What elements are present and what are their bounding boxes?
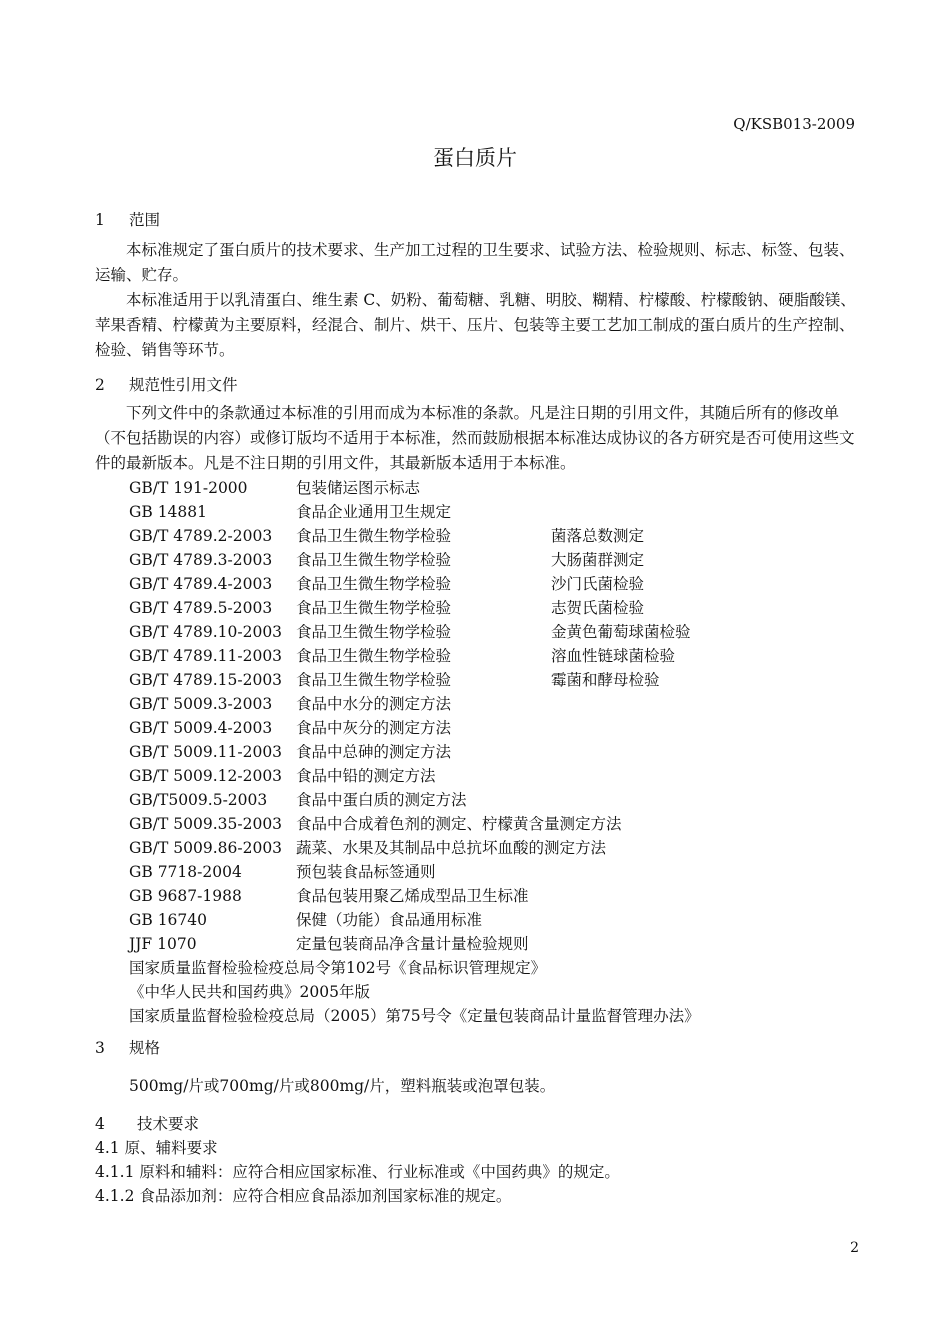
- reference-code: GB 14881: [129, 503, 208, 521]
- reference-code: GB/T 4789.10-2003: [129, 623, 283, 641]
- reference-code: GB/T 4789.3-2003: [129, 551, 273, 569]
- reference-row-long: [129, 1004, 860, 1028]
- reference-code: GB/T 4789.4-2003: [129, 575, 273, 593]
- section-2-heading: [95, 373, 860, 397]
- reference-subtitle: 大肠菌群测定: [551, 551, 645, 569]
- reference-row: [129, 884, 860, 908]
- reference-row-long: [129, 980, 860, 1004]
- reference-subtitle: 志贺氏菌检验: [551, 599, 645, 617]
- reference-code: GB/T 4789.2-2003: [129, 527, 273, 545]
- section-title: 规格: [129, 1039, 161, 1057]
- reference-code: GB/T 5009.12-2003: [129, 767, 283, 785]
- reference-row: [129, 932, 860, 956]
- reference-code: GB/T 4789.11-2003: [129, 647, 283, 665]
- scope-paragraph-2: 本标准适用于以乳清蛋白、维生素 C、奶粉、葡萄糖、乳糖、明胶、糊精、柠檬酸、柠檬酸钠、硬脂酸镁、苹果香精、柠檬黄为主要原料，经混合、制片、烘干、压片、包装等主要工艺加工制成的蛋白质片的生产控制、检验、销售等环节。: [95, 291, 856, 359]
- reference-row: [129, 860, 860, 884]
- reference-row: [129, 692, 860, 716]
- reference-row: [129, 572, 860, 596]
- reference-code: GB/T 5009.35-2003: [129, 815, 283, 833]
- section-number: 4: [95, 1115, 105, 1133]
- section-number: 1: [95, 211, 105, 229]
- section-3-heading: [95, 1036, 860, 1060]
- section-number: 2: [95, 376, 105, 394]
- reference-title: 食品卫生微生物学检验: [296, 671, 452, 689]
- reference-subtitle: 沙门氏菌检验: [551, 575, 645, 593]
- reference-title: 食品中蛋白质的测定方法: [296, 791, 467, 809]
- reference-title: 食品中合成着色剂的测定、柠檬黄含量测定方法: [296, 815, 622, 833]
- reference-row: [129, 596, 860, 620]
- reference-row: [129, 836, 860, 860]
- reference-code: GB/T5009.5-2003: [129, 791, 268, 809]
- reference-subtitle: 溶血性链球菌检验: [551, 647, 676, 665]
- section-title: 技术要求: [137, 1115, 200, 1133]
- reference-row: [129, 524, 860, 548]
- spec-text: 500mg/片或700mg/片或800mg/片，塑料瓶装或泡罩包装。: [129, 1077, 556, 1095]
- page-number: 2: [850, 1240, 859, 1256]
- section-number: 3: [95, 1039, 105, 1057]
- reference-subtitle: 霉菌和酵母检验: [551, 671, 660, 689]
- section-title: 范围: [129, 211, 161, 229]
- reference-list: [129, 476, 860, 1028]
- reference-text: 国家质量监督检验检疫总局（2005）第75号令《定量包装商品计量监督管理办法》: [129, 1007, 700, 1025]
- reference-code: GB 16740: [129, 911, 208, 929]
- reference-code: GB/T 5009.3-2003: [129, 695, 273, 713]
- clause-4-1-2: 4.1.2 食品添加剂：应符合相应食品添加剂国家标准的规定。: [95, 1187, 512, 1205]
- document-body: [95, 208, 860, 1208]
- reference-row: [129, 500, 860, 524]
- reference-title: 食品中灰分的测定方法: [296, 719, 452, 737]
- reference-subtitle: 菌落总数测定: [551, 527, 645, 545]
- reference-row: [129, 812, 860, 836]
- reference-title: 预包装食品标签通则: [296, 863, 436, 881]
- reference-title: 食品卫生微生物学检验: [296, 647, 452, 665]
- reference-title: 定量包装商品净含量计量检验规则: [296, 935, 529, 953]
- references-intro: 下列文件中的条款通过本标准的引用而成为本标准的条款。凡是注日期的引用文件，其随后所有的修改单（不包括勘误的内容）或修订版均不适用于本标准，然而鼓励根据本标准达成协议的各方研究是否可使用这些文件的最新版本。凡是不注日期的引用文件，其最新版本适用于本标准。: [95, 404, 855, 472]
- reference-code: JJF 1070: [129, 935, 197, 953]
- section-title: 规范性引用文件: [129, 376, 238, 394]
- document-title: 蛋白质片: [433, 146, 517, 170]
- reference-code: GB 9687-1988: [129, 887, 242, 905]
- reference-row: [129, 788, 860, 812]
- reference-title: 食品卫生微生物学检验: [296, 575, 452, 593]
- reference-title: 食品企业通用卫生规定: [296, 503, 452, 521]
- reference-title: 包装储运图示标志: [296, 479, 421, 497]
- reference-row: [129, 620, 860, 644]
- section-4-heading: [95, 1112, 860, 1136]
- reference-code: GB 7718-2004: [129, 863, 242, 881]
- reference-code: GB/T 5009.86-2003: [129, 839, 283, 857]
- reference-title: 食品卫生微生物学检验: [296, 599, 452, 617]
- reference-text: 《中华人民共和国药典》2005年版: [129, 983, 370, 1001]
- reference-row: [129, 476, 860, 500]
- clause-4-1: 4.1 原、辅料要求: [95, 1139, 218, 1157]
- reference-row: [129, 548, 860, 572]
- scope-paragraph-1: 本标准规定了蛋白质片的技术要求、生产加工过程的卫生要求、试验方法、检验规则、标志、标签、包装、运输、贮存。: [95, 241, 855, 284]
- reference-code: GB/T 191-2000: [129, 479, 248, 497]
- reference-row: [129, 764, 860, 788]
- document-code: Q/KSB013-2009: [733, 115, 855, 133]
- reference-title: 蔬菜、水果及其制品中总抗坏血酸的测定方法: [296, 839, 607, 857]
- reference-code: GB/T 5009.4-2003: [129, 719, 273, 737]
- reference-title: 食品中铅的测定方法: [296, 767, 436, 785]
- reference-title: 食品包装用聚乙烯成型品卫生标准: [296, 887, 529, 905]
- reference-row: [129, 668, 860, 692]
- clause-4-1-1: 4.1.1 原料和辅料：应符合相应国家标准、行业标准或《中国药典》的规定。: [95, 1163, 620, 1181]
- section-1-heading: [95, 208, 860, 232]
- reference-subtitle: 金黄色葡萄球菌检验: [551, 623, 691, 641]
- reference-row: [129, 644, 860, 668]
- reference-row: [129, 908, 860, 932]
- reference-title: 食品卫生微生物学检验: [296, 623, 452, 641]
- reference-code: GB/T 5009.11-2003: [129, 743, 283, 761]
- reference-title: 食品中水分的测定方法: [296, 695, 452, 713]
- reference-title: 保健（功能）食品通用标准: [296, 911, 483, 929]
- reference-code: GB/T 4789.5-2003: [129, 599, 273, 617]
- reference-row: [129, 716, 860, 740]
- reference-code: GB/T 4789.15-2003: [129, 671, 283, 689]
- reference-title: 食品中总砷的测定方法: [296, 743, 452, 761]
- reference-text: 国家质量监督检验检疫总局令第102号《食品标识管理规定》: [129, 959, 547, 977]
- reference-row: [129, 740, 860, 764]
- reference-title: 食品卫生微生物学检验: [296, 527, 452, 545]
- reference-title: 食品卫生微生物学检验: [296, 551, 452, 569]
- reference-row-long: [129, 956, 860, 980]
